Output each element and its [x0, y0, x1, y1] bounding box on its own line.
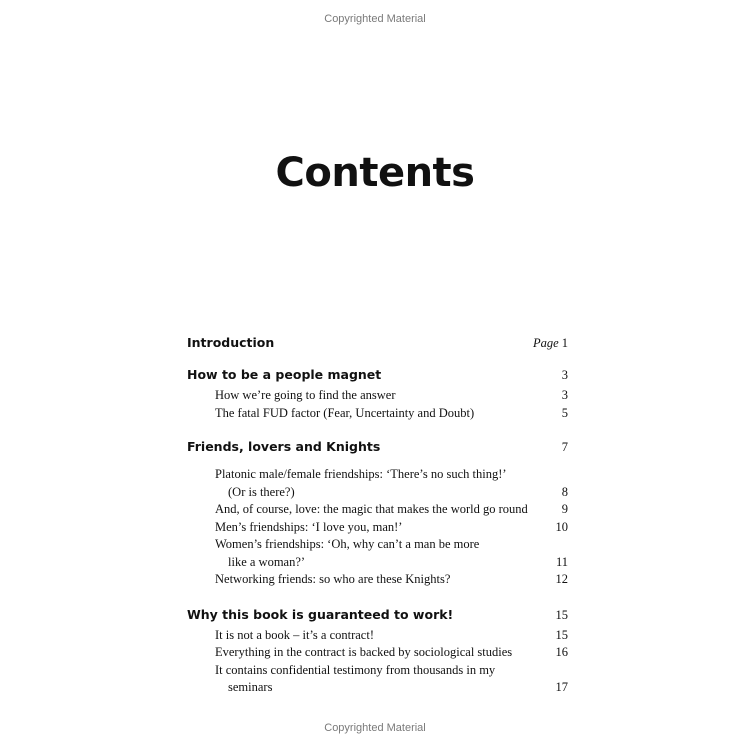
- toc-section-people-magnet[interactable]: [187, 366, 568, 384]
- table-of-contents: [187, 334, 568, 697]
- section-title: Why this book is guaranteed to work!: [187, 606, 454, 622]
- toc-section-introduction[interactable]: [187, 334, 568, 352]
- section-page-number: [525, 334, 568, 352]
- entry-page-number: 16: [555, 645, 568, 659]
- entry-page-number: 15: [555, 627, 568, 642]
- toc-entry[interactable]: [187, 627, 568, 645]
- copyright-watermark-bottom: Copyrighted Material: [324, 722, 426, 734]
- section-title: How to be a people magnet: [187, 367, 382, 382]
- toc-entry[interactable]: [187, 405, 568, 423]
- entry-text: Women’s friendships: ‘Oh, why can’t a man be more: [215, 537, 480, 551]
- copyright-watermark-top: Copyrighted Material: [324, 13, 426, 25]
- entry-text: Platonic male/female friendships: ‘There’s no such thing!’: [215, 467, 507, 481]
- section-title: Introduction: [187, 335, 275, 350]
- entry-text: Men’s friendships: ‘I love you, man!’: [215, 519, 403, 534]
- entry-page-number: 10: [555, 519, 568, 534]
- toc-entry[interactable]: [187, 519, 568, 537]
- entry-page-number: 17: [555, 680, 568, 694]
- entry-text-continuation: like a woman?’: [228, 554, 306, 569]
- toc-entry[interactable]: [187, 536, 568, 571]
- page-title: Contents: [275, 150, 475, 196]
- toc-section-why-this-book-works[interactable]: [187, 606, 568, 624]
- entry-text: It is not a book – it’s a contract!: [215, 627, 374, 642]
- entry-page-number: 11: [555, 554, 568, 569]
- entry-text-continuation: (Or is there?): [228, 484, 295, 499]
- entry-text: The fatal FUD factor (Fear, Uncertainty and Doubt): [215, 405, 475, 420]
- page-number-value: 1: [561, 336, 568, 350]
- entry-page-number: 3: [561, 388, 568, 402]
- page-word-label: Page: [532, 336, 559, 350]
- toc-entry[interactable]: [187, 387, 568, 405]
- entry-page-number: 8: [561, 484, 568, 499]
- section-title: Friends, lovers and Knights: [187, 439, 381, 454]
- toc-entry[interactable]: [187, 571, 568, 589]
- entry-text: Everything in the contract is backed by sociological studies: [215, 645, 513, 659]
- toc-entry[interactable]: [187, 662, 568, 697]
- entry-text-continuation: seminars: [228, 680, 273, 694]
- section-page-number: 3: [561, 368, 568, 382]
- toc-section-friends-lovers-knights[interactable]: [187, 438, 568, 456]
- entry-text: How we’re going to find the answer: [215, 388, 396, 402]
- entry-text: Networking friends: so who are these Knights?: [215, 572, 451, 586]
- entry-text: It contains confidential testimony from thousands in my: [215, 662, 496, 677]
- toc-entry[interactable]: [187, 501, 568, 519]
- section-page-number: 7: [561, 440, 568, 454]
- toc-entry[interactable]: [187, 466, 568, 501]
- section-page-number: 15: [555, 607, 568, 622]
- toc-entry[interactable]: [187, 644, 568, 662]
- entry-text: And, of course, love: the magic that makes the world go round: [215, 502, 528, 516]
- entry-page-number: 12: [555, 572, 568, 586]
- entry-page-number: 5: [561, 405, 568, 420]
- entry-page-number: 9: [561, 502, 568, 516]
